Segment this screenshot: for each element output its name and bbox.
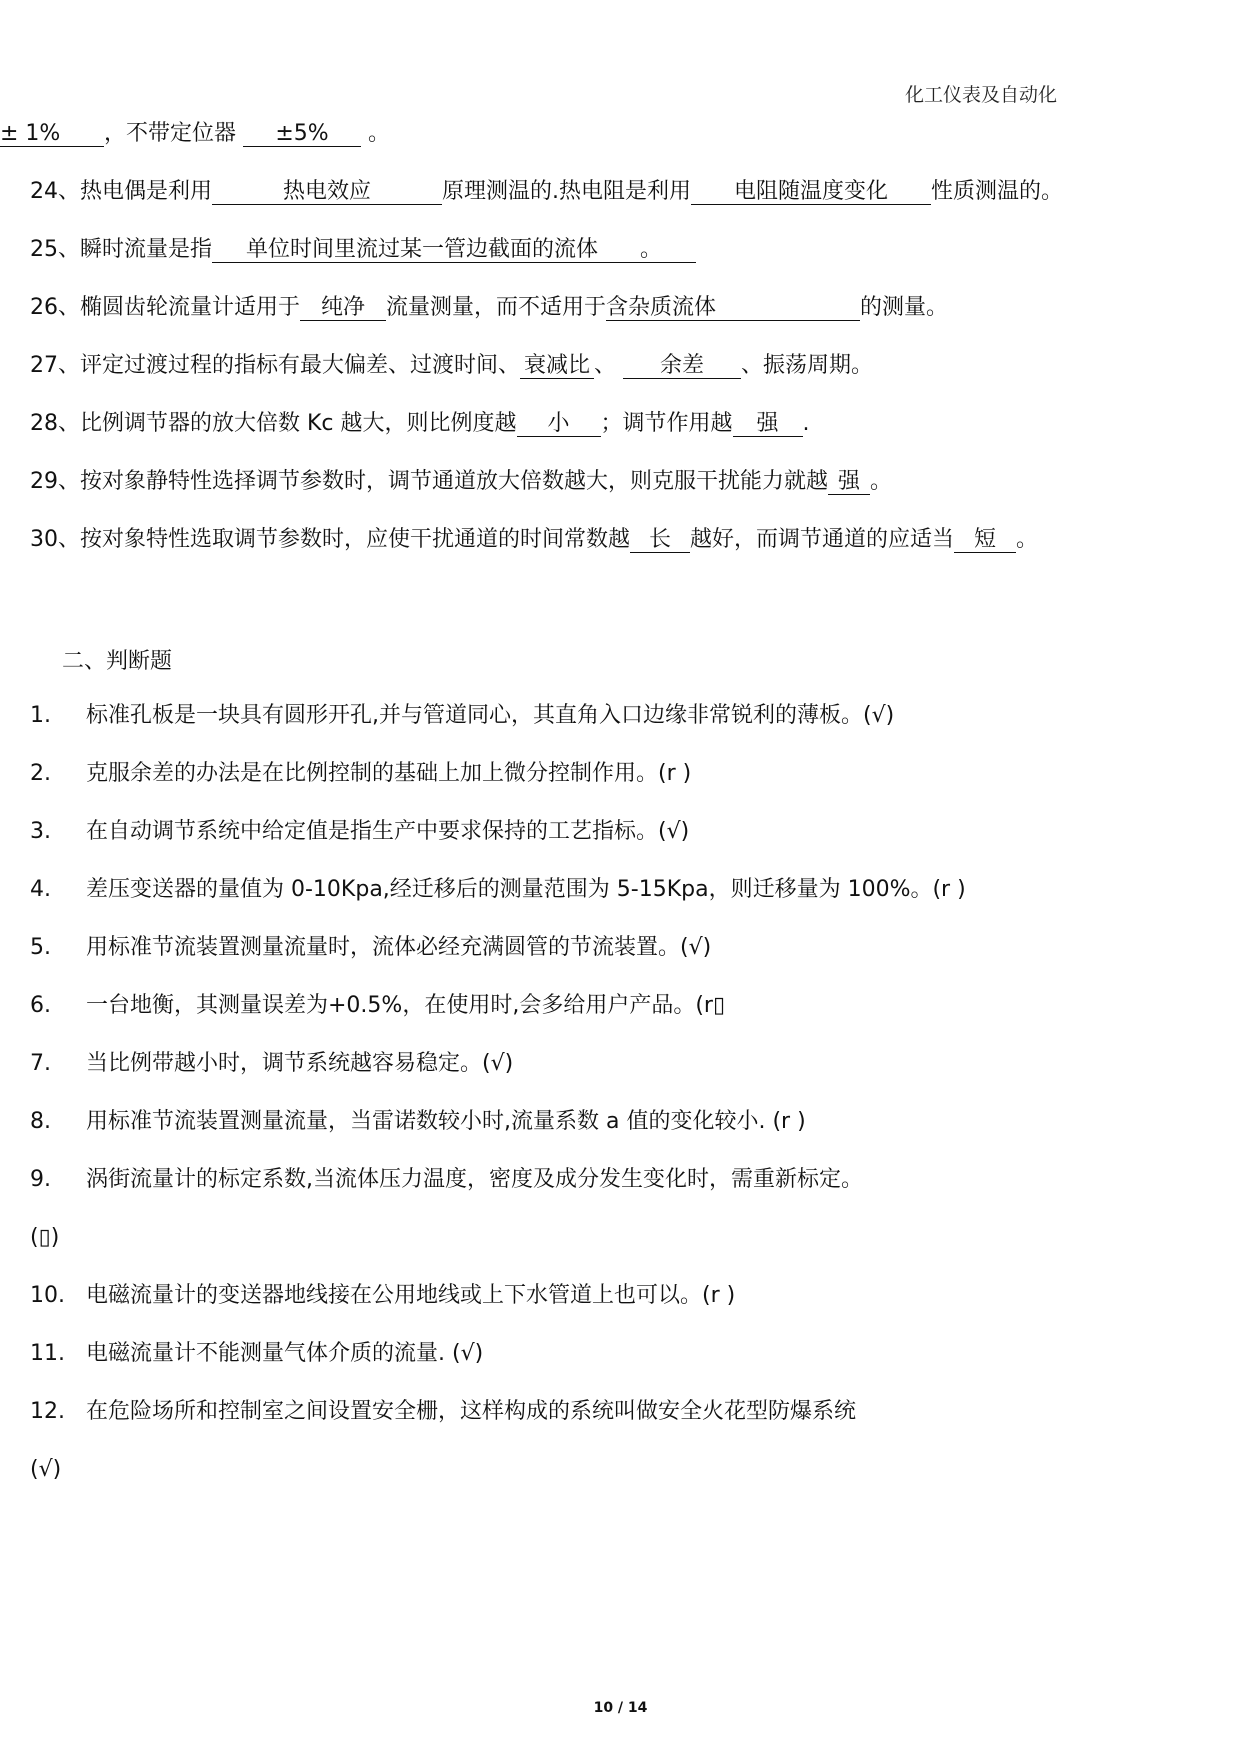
fill-line-27: [30, 350, 873, 382]
line-text: 26、椭圆齿轮流量计适用于: [30, 295, 300, 320]
blank-answer: 含杂质流体: [606, 296, 860, 321]
list-item: [30, 1454, 61, 1486]
line-text: 30、按对象特性选取调节参数时，应使干扰通道的时间常数越: [30, 527, 630, 552]
blank-answer: 余差: [623, 354, 741, 379]
blank-answer: 纯净: [300, 296, 386, 321]
item-number: 4.: [30, 877, 51, 902]
line-text: 27、评定过渡过程的指标有最大偏差、过渡时间、: [30, 353, 520, 378]
line-text: ，不带定位器: [104, 121, 237, 146]
item-text: 当比例带越小时，调节系统越容易稳定。(√): [86, 1051, 514, 1076]
line-text: 25、瞬时流量是指: [30, 237, 212, 262]
item-text: 差压变送器的量值为 0-10Kpa,经迁移后的测量范围为 5-15Kpa，则迁移量为 100%。(r ): [86, 877, 966, 902]
item-number: 11.: [30, 1341, 65, 1366]
item-text: 涡街流量计的标定系数,当流体压力温度，密度及成分发生变化时，需重新标定。: [86, 1167, 863, 1192]
line-text: 原理测温的.热电阻是利用: [442, 179, 691, 204]
blank-answer: 单位时间里流过某一管边截面的流体 。: [212, 238, 696, 263]
fill-line-23: [0, 118, 390, 150]
list-item: [30, 990, 725, 1022]
line-text: 。: [368, 121, 391, 146]
list-item: [30, 758, 691, 790]
item-text: 电磁流量计的变送器地线接在公用地线或上下水管道上也可以。(r ): [86, 1283, 736, 1308]
list-item: [30, 1106, 806, 1138]
blank-answer: 强: [828, 470, 870, 495]
page-header: 化工仪表及自动化: [904, 84, 1057, 106]
item-text: 在危险场所和控制室之间设置安全栅，这样构成的系统叫做安全火花型防爆系统: [86, 1399, 857, 1424]
blank-answer: ±5%: [243, 122, 361, 147]
blank-answer: ± 1%: [0, 122, 104, 147]
blank-answer: 热电效应: [212, 180, 442, 205]
page-number: 10 / 14: [593, 1700, 648, 1716]
blank-answer: 衰减比: [520, 354, 594, 379]
item-number: 5.: [30, 935, 51, 960]
fill-line-28: [30, 408, 810, 440]
item-text: 一台地衡，其测量误差为+0.5%，在使用时,会多给用户产品。(r▯: [86, 993, 726, 1018]
fill-line-30: [30, 524, 1038, 556]
fill-line-25: [30, 234, 696, 266]
line-text: 、: [594, 353, 617, 378]
list-item: [30, 1164, 863, 1196]
list-item: [30, 816, 689, 848]
line-text: 24、热电偶是利用: [30, 179, 212, 204]
list-item: [30, 700, 894, 732]
list-item: [30, 1396, 856, 1428]
blank-answer: 电阻随温度变化: [691, 180, 931, 205]
item-text: (▯): [30, 1225, 60, 1250]
item-number: 6.: [30, 993, 51, 1018]
item-text: 在自动调节系统中给定值是指生产中要求保持的工艺指标。(√): [86, 819, 690, 844]
line-text: 性质测温的。: [931, 179, 1064, 204]
line-text: 越好，而调节通道的应适当: [690, 527, 955, 552]
item-number: 1.: [30, 703, 51, 728]
fill-line-26: [30, 292, 948, 324]
item-text: 用标准节流装置测量流量时，流体必经充满圆管的节流装置。(√): [86, 935, 712, 960]
item-text: 标准孔板是一块具有圆形开孔,并与管道同心，其直角入口边缘非常锐利的薄板。(√): [86, 703, 895, 728]
list-item: [30, 1338, 483, 1370]
item-number: 8.: [30, 1109, 51, 1134]
section-title: 二、判断题: [62, 649, 173, 674]
item-text: 电磁流量计不能测量气体介质的流量. (√): [86, 1341, 484, 1366]
item-text: 克服余差的办法是在比例控制的基础上加上微分控制作用。(r ): [86, 761, 692, 786]
list-item: [30, 1048, 513, 1080]
item-number: 9.: [30, 1167, 51, 1192]
line-text: 。: [870, 469, 893, 494]
list-item: [30, 932, 711, 964]
blank-answer: 强: [733, 412, 803, 437]
item-number: 10.: [30, 1283, 65, 1308]
fill-line-29: [30, 466, 892, 498]
list-item: [30, 1222, 59, 1254]
item-number: 12.: [30, 1399, 65, 1424]
blank-answer: 短: [954, 528, 1016, 553]
blank-answer: 长: [630, 528, 690, 553]
line-text: 。: [1016, 527, 1039, 552]
item-number: 2.: [30, 761, 51, 786]
line-text: 、振荡周期。: [741, 353, 874, 378]
list-item: [30, 1280, 735, 1312]
line-text: 的测量。: [860, 295, 949, 320]
item-number: 7.: [30, 1051, 51, 1076]
line-text: 流量测量，而不适用于: [386, 295, 607, 320]
item-text: (√): [30, 1457, 62, 1482]
line-text: 29、按对象静特性选择调节参数时，调节通道放大倍数越大，则克服干扰能力就越: [30, 469, 828, 494]
line-text: ；调节作用越: [600, 411, 733, 436]
item-text: 用标准节流装置测量流量，当雷诺数较小时,流量系数 a 值的变化较小. (r ): [86, 1109, 806, 1134]
line-text: .: [802, 411, 810, 436]
fill-line-24: [30, 176, 1063, 208]
list-item: [30, 874, 966, 906]
blank-answer: 小: [517, 412, 601, 437]
item-number: 3.: [30, 819, 51, 844]
line-text: 28、比例调节器的放大倍数 Kc 越大，则比例度越: [30, 411, 517, 436]
